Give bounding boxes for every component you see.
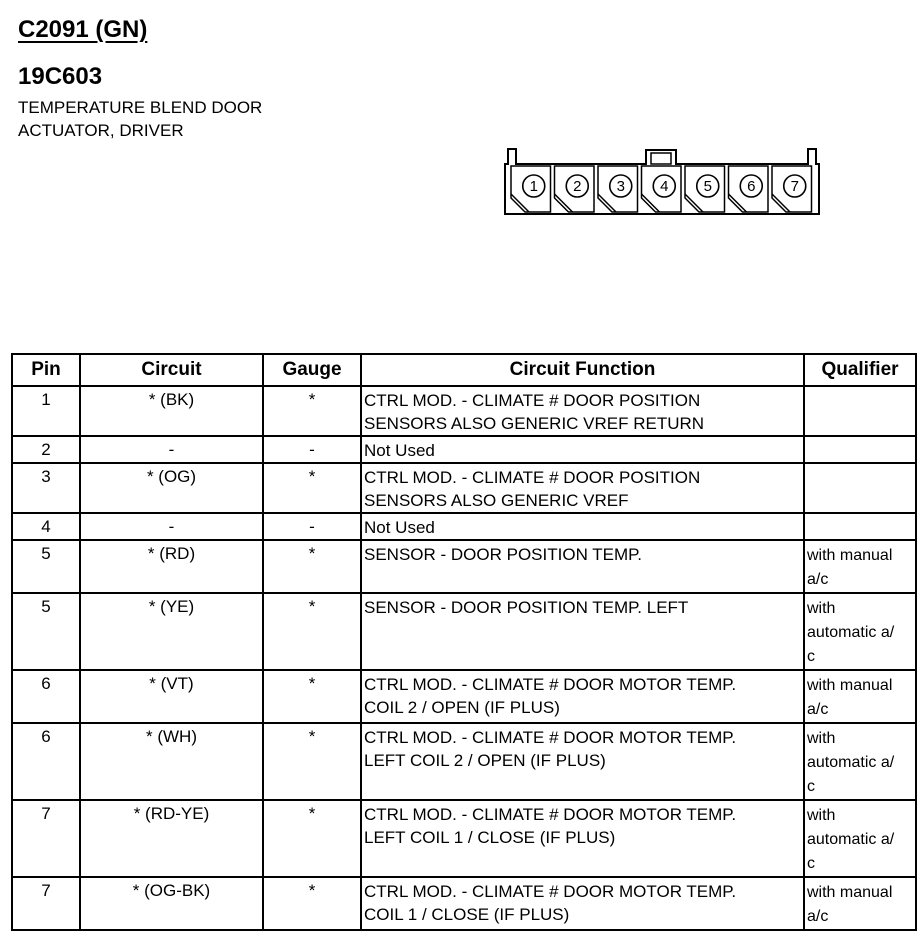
part-number: 19C603 (18, 63, 103, 90)
circuit-cell: * (RD-YE) (80, 800, 263, 877)
qualifier-cell (804, 540, 916, 593)
table-row (12, 800, 916, 877)
gauge-cell: - (263, 513, 361, 540)
circuit-function-cell (361, 436, 804, 463)
component-description (18, 96, 262, 142)
table-row (12, 463, 916, 513)
gauge-cell: * (263, 540, 361, 593)
qualifier-cell (804, 800, 916, 877)
circuit-function-line: LEFT COIL 1 / CLOSE (IF PLUS) (364, 828, 616, 847)
circuit-function-cell (361, 386, 804, 436)
pin-cell: 7 (12, 800, 80, 877)
connector-latch (651, 153, 671, 164)
qualifier-line: c (807, 648, 815, 665)
qualifier-line: a/c (807, 908, 829, 925)
pin-cell: 1 (12, 386, 80, 436)
circuit-cell: - (80, 436, 263, 463)
header-circuit-function: Circuit Function (361, 354, 804, 386)
qualifier-cell (804, 670, 916, 723)
circuit-cell: * (VT) (80, 670, 263, 723)
table-row (12, 670, 916, 723)
qualifier-line: c (807, 855, 815, 872)
qualifier-line: c (807, 778, 815, 795)
qualifier-line: with (807, 730, 836, 747)
qualifier-line: automatic a/ (807, 624, 895, 641)
circuit-function-cell (361, 593, 804, 670)
header-circuit: Circuit (80, 354, 263, 386)
gauge-cell: * (263, 877, 361, 930)
gauge-cell: - (263, 436, 361, 463)
pinout-table-body (12, 386, 916, 930)
table-row (12, 386, 916, 436)
circuit-cell: * (WH) (80, 723, 263, 800)
pinout-table (11, 353, 917, 931)
circuit-function-line: COIL 1 / CLOSE (IF PLUS) (364, 905, 570, 924)
header-qualifier: Qualifier (804, 354, 916, 386)
qualifier-cell (804, 723, 916, 800)
qualifier-cell (804, 513, 916, 540)
header-pin: Pin (12, 354, 80, 386)
pin-cell: 6 (12, 670, 80, 723)
qualifier-line: a/c (807, 701, 829, 718)
circuit-function-line: CTRL MOD. - CLIMATE # DOOR MOTOR TEMP. (364, 675, 737, 694)
circuit-cell: * (YE) (80, 593, 263, 670)
qualifier-line: with manual (807, 547, 893, 564)
table-row (12, 723, 916, 800)
circuit-function-line: SENSOR - DOOR POSITION TEMP. (364, 545, 643, 564)
circuit-function-cell (361, 513, 804, 540)
circuit-function-line: CTRL MOD. - CLIMATE # DOOR MOTOR TEMP. (364, 882, 737, 901)
qualifier-cell (804, 436, 916, 463)
pin-cell: 7 (12, 877, 80, 930)
table-row (12, 593, 916, 670)
circuit-cell: * (OG) (80, 463, 263, 513)
circuit-function-line: CTRL MOD. - CLIMATE # DOOR POSITION (364, 391, 701, 410)
circuit-function-line: LEFT COIL 2 / OPEN (IF PLUS) (364, 751, 606, 770)
gauge-cell: * (263, 800, 361, 877)
circuit-function-cell (361, 463, 804, 513)
connector-face-diagram (503, 144, 821, 218)
circuit-cell: - (80, 513, 263, 540)
circuit-function-line: CTRL MOD. - CLIMATE # DOOR MOTOR TEMP. (364, 728, 737, 747)
pin-number-label: 1 (529, 178, 538, 195)
connector-id-title: C2091 (GN) (18, 16, 148, 43)
qualifier-line: with manual (807, 677, 893, 694)
description-line-1: TEMPERATURE BLEND DOOR (18, 98, 263, 117)
qualifier-line: a/c (807, 571, 829, 588)
circuit-cell: * (RD) (80, 540, 263, 593)
gauge-cell: * (263, 723, 361, 800)
circuit-function-cell (361, 670, 804, 723)
table-header-row (12, 354, 916, 386)
pin-cell: 6 (12, 723, 80, 800)
circuit-function-cell (361, 723, 804, 800)
circuit-function-line: SENSORS ALSO GENERIC VREF (364, 491, 629, 510)
pin-number-label: 4 (660, 178, 669, 195)
pin-number-label: 2 (573, 178, 582, 195)
circuit-function-cell (361, 540, 804, 593)
qualifier-line: with (807, 600, 836, 617)
pin-number-label: 5 (703, 178, 712, 195)
header-gauge: Gauge (263, 354, 361, 386)
pin-cell: 3 (12, 463, 80, 513)
gauge-cell: * (263, 593, 361, 670)
gauge-cell: * (263, 670, 361, 723)
pin-cell: 5 (12, 540, 80, 593)
qualifier-cell (804, 877, 916, 930)
circuit-function-line: Not Used (364, 518, 435, 537)
table-row (12, 540, 916, 593)
circuit-function-cell (361, 877, 804, 930)
qualifier-line: with manual (807, 884, 893, 901)
qualifier-line: with (807, 807, 836, 824)
qualifier-line: automatic a/ (807, 754, 895, 771)
circuit-function-cell (361, 800, 804, 877)
gauge-cell: * (263, 386, 361, 436)
pin-cell: 2 (12, 436, 80, 463)
circuit-function-line: SENSORS ALSO GENERIC VREF RETURN (364, 414, 705, 433)
pin-number-label: 3 (616, 178, 625, 195)
description-line-2: ACTUATOR, DRIVER (18, 121, 184, 140)
circuit-cell: * (OG-BK) (80, 877, 263, 930)
qualifier-cell (804, 386, 916, 436)
table-row (12, 436, 916, 463)
circuit-function-line: COIL 2 / OPEN (IF PLUS) (364, 698, 560, 717)
pin-cell: 5 (12, 593, 80, 670)
qualifier-line: automatic a/ (807, 831, 895, 848)
gauge-cell: * (263, 463, 361, 513)
circuit-function-line: SENSOR - DOOR POSITION TEMP. LEFT (364, 598, 689, 617)
circuit-function-line: Not Used (364, 441, 435, 460)
qualifier-cell (804, 463, 916, 513)
circuit-function-line: CTRL MOD. - CLIMATE # DOOR MOTOR TEMP. (364, 805, 737, 824)
table-row (12, 877, 916, 930)
pin-cell: 4 (12, 513, 80, 540)
circuit-function-line: CTRL MOD. - CLIMATE # DOOR POSITION (364, 468, 701, 487)
pin-number-label: 6 (747, 178, 756, 195)
circuit-cell: * (BK) (80, 386, 263, 436)
pin-number-label: 7 (790, 178, 799, 195)
qualifier-cell (804, 593, 916, 670)
table-row (12, 513, 916, 540)
connector-face-svg (503, 144, 821, 218)
